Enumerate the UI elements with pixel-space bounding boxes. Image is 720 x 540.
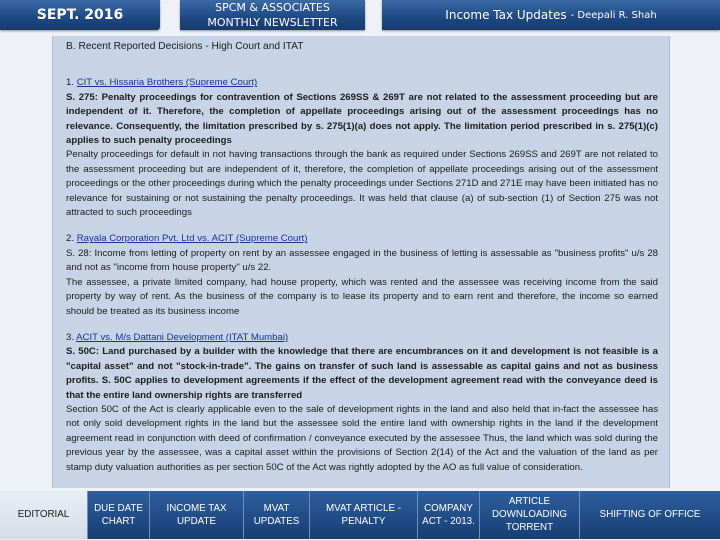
article-content: [66, 40, 658, 487]
case-heading: [66, 76, 658, 90]
topic-title: Income Tax Updates: [445, 8, 567, 22]
newsletter-name: MONTHLY NEWSLETTER: [207, 16, 338, 29]
newsletter-date-text: SEPT. 2016: [36, 7, 124, 23]
case-number: 1.: [66, 77, 75, 89]
case-number: 2.: [66, 233, 75, 245]
nav-article-downloading-torrent[interactable]: ARTICLE DOWNLOADING TORRENT: [480, 491, 580, 539]
topic-banner: [382, 0, 720, 30]
case-1: [66, 76, 658, 220]
nav-company-act[interactable]: COMPANY ACT - 2013.: [418, 491, 480, 539]
case-2-title-link[interactable]: Rayala Corporation Pvt. Ltd vs. ACIT (Supreme Court): [76, 233, 308, 245]
case-body: Penalty proceedings for default in not having transactions through the bank as required under Sections 269SS and 269T are not related to the assessment proceeding but are independent of it, therefore, the completion of appellate proceedings arising out of the assessment proceedings or the other proceedings during which the penalty proceedings under Sections 271D and 271E may have been initiated has no relevance for sustaining or not sustaining the penalty proceedings. It was held that clause (a) of sub-section (1) of Section 275 was not attracted to such proceedings: [66, 149, 658, 219]
topic-author: - Deepali R. Shah: [570, 9, 657, 21]
case-body: Section 50C of the Act is clearly applicable even to the sale of development rights in the land and also held that in-fact the assessee has not only sold development rights in the land but the assessee sold the entire land with ownership rights in the land if the development agreement read in conjunction with deed of confirmation / conveyance executed by the assessee Thus, the land which was sold during the previous year by the assessee, was a capital asset within the provisions of Section 2(14) of the Act and the valuation of the land as per stamp duty valuation authorities as per section 50C of the Act was rightly adopted by the AO as full value of consideration.: [66, 403, 658, 473]
case-2: [66, 232, 658, 318]
newsletter-title: [180, 0, 365, 30]
case-headnote: S. 50C: Land purchased by a builder with the knowledge that there are encumbrances on it and development is not feasible is a "capital asset" and not "stock-in-trade". The gains on transfer of such land is assessable as capital gains and not as business profits. S. 50C applies to development agreements if the effect of the development agreement read with the conveyance deed is that the entire land ownership rights are transferred: [66, 346, 658, 401]
nav-mvat-article-penalty[interactable]: MVAT ARTICLE - PENALTY: [310, 491, 418, 539]
nav-due-date-chart[interactable]: DUE DATE CHART: [88, 491, 150, 539]
section-title: B. Recent Reported Decisions - High Court and ITAT: [66, 41, 304, 52]
nav-income-tax-update[interactable]: INCOME TAX UPDATE: [150, 491, 244, 539]
case-number: 3.: [66, 331, 75, 343]
case-heading: [66, 232, 658, 246]
case-3: [66, 331, 658, 475]
case-headnote: S. 28: Income from letting of property on rent by an assessee engaged in the business of letting is assessable as "business profits" u/s 28 and not as "income from house property" u/s 22.: [66, 247, 658, 274]
case-1-title-link[interactable]: CIT vs. Hissaria Brothers (Supreme Court): [76, 77, 258, 89]
newsletter-date: [0, 0, 160, 30]
case-heading: [66, 331, 658, 345]
nav-editorial[interactable]: EDITORIAL: [0, 491, 88, 539]
footer-navigation: [0, 489, 720, 540]
firm-name: SPCM & ASSOCIATES: [215, 1, 330, 14]
case-3-title-link[interactable]: ACIT vs. M/s Dattani Development (ITAT Mumbai): [76, 331, 289, 343]
case-body: The assessee, a private limited company, had house property, which was rented and the assessee was receiving income from the said property by way of rent. As the business of the company is to lease its property and to earn rent and therefore, the income so earned should be treated as its business income: [66, 276, 658, 317]
case-headnote: S. 275: Penalty proceedings for contravention of Sections 269SS & 269T are not related to the assessment proceeding but are independent of it. Therefore, the completion of appellate proceedings arising out of the assessment proceedings has no relevance. Consequently, the limitation prescribed by s. 275(1)(a) does not apply. The limitation period prescribed in s. 275(1)(c) applies to such penalty proceedings: [66, 91, 658, 147]
nav-mvat-updates[interactable]: MVAT UPDATES: [244, 491, 310, 539]
nav-shifting-of-office[interactable]: SHIFTING OF OFFICE: [580, 491, 720, 539]
